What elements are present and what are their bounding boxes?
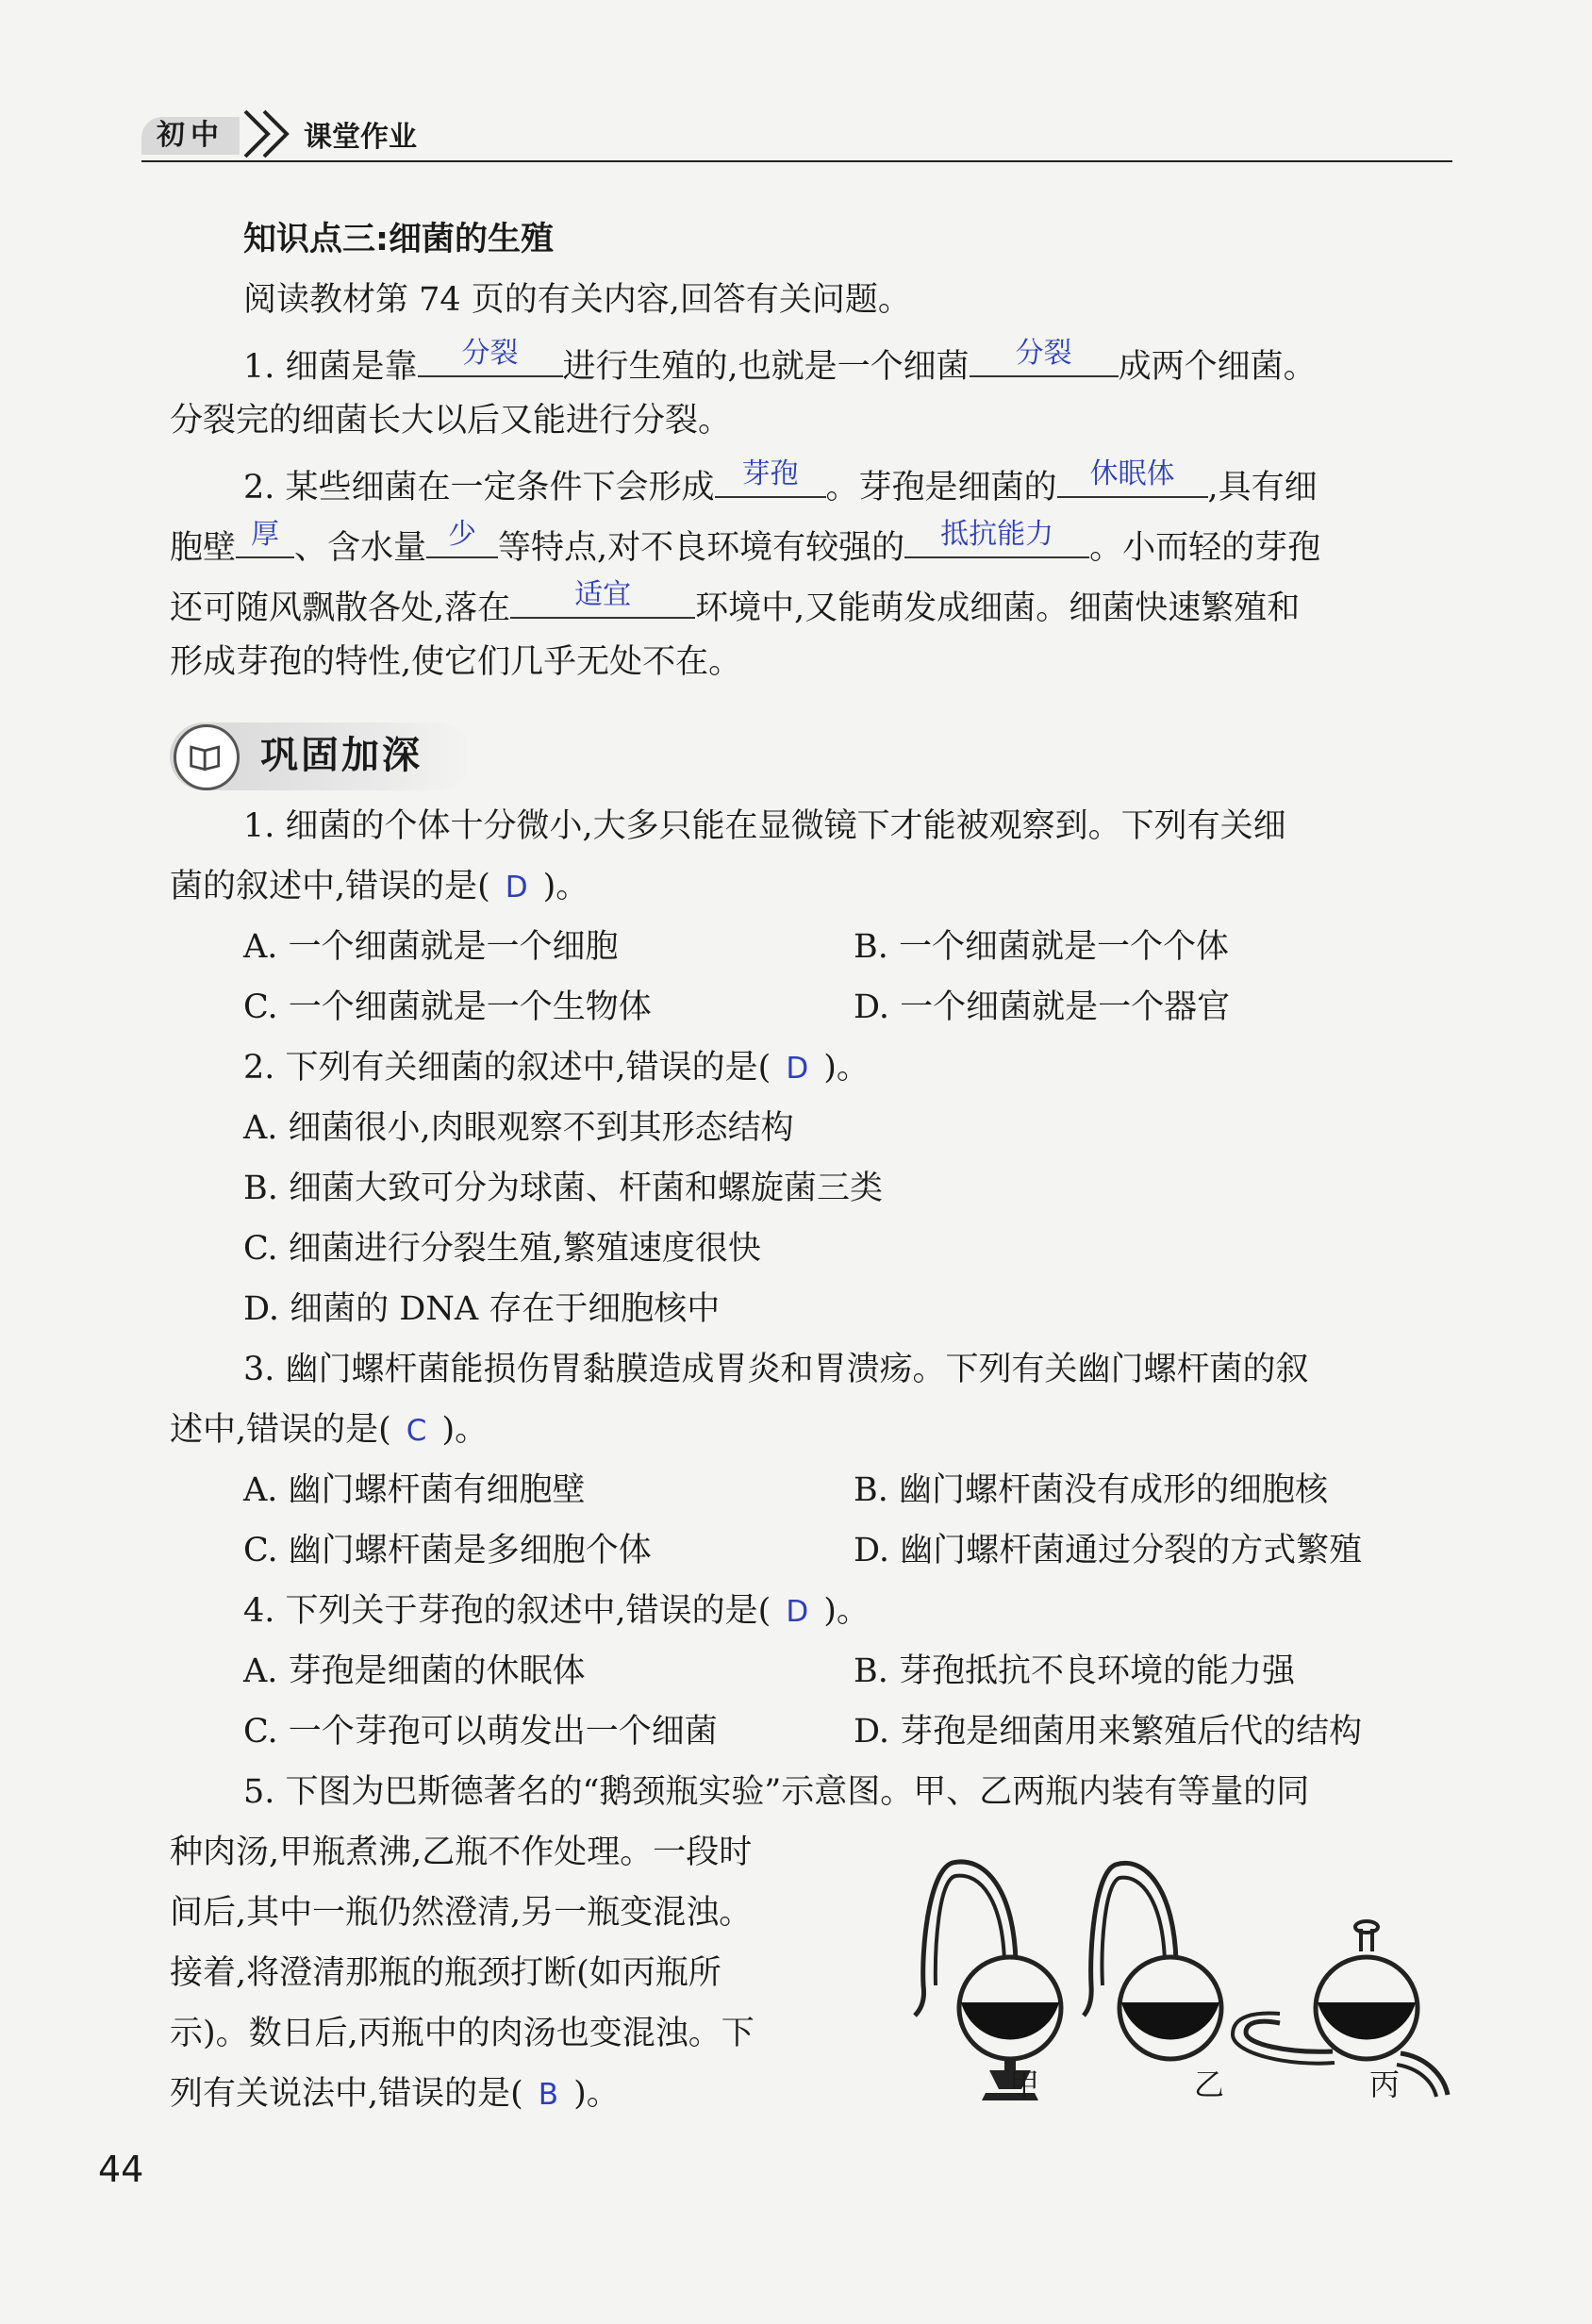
answer: 分裂 [461,337,519,370]
c-q3-option-d: D. 幽门螺杆菌通过分裂的方式繁殖 [854,1532,1363,1569]
answer: 休眠体 [1089,457,1175,490]
answer: D [786,1595,809,1629]
answer: C [406,1414,427,1448]
text: 还可随风飘散各处,落在 [170,589,511,627]
blank [236,519,294,558]
answer: D [786,1052,809,1086]
s3-q2-line4: 形成芽孢的特性,使它们几乎无处不在。 [170,643,742,681]
c-q3-line1: 3. 幽门螺杆菌能损伤胃黏膜造成胃炎和胃溃疡。下列有关幽门螺杆菌的叙 [243,1351,1309,1388]
flask-label-yi: 乙 [1194,2067,1225,2102]
flask-bing [1233,1921,1448,2097]
text: )。 [823,1592,870,1630]
c-q5-line3: 间后,其中一瓶仍然澄清,另一瓶变混浊。 [170,1894,753,1932]
text: 。芽孢是细菌的 [825,469,1057,506]
blank [970,338,1119,377]
answer: B [538,2078,559,2112]
answer: D [505,871,528,905]
c-q2-line1 [243,1045,870,1091]
c-q2-option-c: C. 细菌进行分裂生殖,繁殖速度很快 [243,1230,761,1268]
c-q4-option-c: C. 一个芽孢可以萌发出一个细菌 [243,1713,718,1751]
text: 述中,错误的是( [170,1411,391,1449]
c-q3-line2 [170,1407,488,1453]
c-q4-option-b: B. 芽孢抵抗不良环境的能力强 [854,1652,1295,1690]
answer: 厚 [251,518,280,551]
section-intro: 阅读教材第 74 页的有关内容,回答有关问题。 [243,281,911,319]
text: 、含水量 [294,529,427,567]
c-q3-option-b: B. 幽门螺杆菌没有成形的细胞核 [854,1471,1328,1509]
text: )。 [542,868,589,905]
c-q5-line6 [170,2071,620,2117]
book-icon [174,724,240,790]
answer: 芽孢 [741,457,799,490]
c-q5-line2: 种肉汤,甲瓶煮沸,乙瓶不作处理。一段时 [170,1834,753,1871]
c-q4-line1 [243,1588,870,1635]
text: 4. 下列关于芽孢的叙述中,错误的是( [243,1592,771,1630]
blank [510,579,695,619]
text: 2. 下列有关细菌的叙述中,错误的是( [243,1049,771,1087]
book-title: 课堂作业 [304,121,417,154]
c-q5-line4: 接着,将澄清那瓶的瓶颈打断(如丙瓶所 [170,1954,721,1992]
c-q4-option-a: A. 芽孢是细菌的休眠体 [243,1652,586,1690]
text: 环境中,又能萌发成细菌。细菌快速繁殖和 [695,589,1301,627]
answer: 抵抗能力 [940,518,1054,551]
c-q2-option-b: B. 细菌大致可分为球菌、杆菌和螺旋菌三类 [243,1170,883,1207]
text: 进行生殖的,也就是一个细菌 [562,348,970,386]
consolidate-badge [170,722,472,790]
c-q2-option-d: D. 细菌的 DNA 存在于细胞核中 [243,1290,721,1328]
answer: 少 [448,518,477,551]
s3-q2-line3 [170,579,1300,631]
text: 菌的叙述中,错误的是( [170,868,490,905]
grade-tag: 初中 [141,117,240,155]
c-q1-option-d: D. 一个细菌就是一个器官 [854,988,1231,1026]
c-q2-option-a: A. 细菌很小,肉眼观察不到其形态结构 [243,1109,794,1147]
answer: 适宜 [574,578,632,611]
badge-title: 巩固加深 [260,734,423,777]
text: 列有关说法中,错误的是( [170,2075,523,2113]
c-q1-line1: 1. 细菌的个体十分微小,大多只能在显微镜下才能被观察到。下列有关细 [243,807,1286,845]
s3-q1-line2: 分裂完的细菌长大以后又能进行分裂。 [170,402,732,440]
double-chevron-icon [240,108,298,160]
answer: 分裂 [1015,337,1072,370]
s3-q2-line1 [243,458,1318,510]
text: 等特点,对不良环境有较强的 [498,529,905,567]
text: 2. 某些细菌在一定条件下会形成 [243,469,715,506]
flask-label-jia: 甲 [1009,2067,1040,2102]
blank [715,458,826,498]
page-number: 44 [98,2149,144,2190]
c-q5-line5: 示)。数日后,丙瓶中的肉汤也变混浊。下 [170,2015,755,2052]
c-q1-option-b: B. 一个细菌就是一个个体 [854,928,1229,966]
text: 胞壁 [170,529,237,567]
s3-q1-line1 [243,338,1317,390]
text: )。 [573,2075,620,2113]
section-title: 知识点三:细菌的生殖 [243,221,554,258]
c-q5-line1: 5. 下图为巴斯德著名的“鹅颈瓶实验”示意图。甲、乙两瓶内装有等量的同 [243,1773,1310,1811]
page-header [141,111,1452,162]
c-q1-option-a: A. 一个细菌就是一个细胞 [243,928,619,966]
c-q4-option-d: D. 芽孢是细菌用来繁殖后代的结构 [854,1713,1363,1751]
c-q3-option-c: C. 幽门螺杆菌是多细胞个体 [243,1532,652,1569]
text: 1. 细菌是靠 [243,348,418,386]
text: )。 [441,1411,489,1449]
c-q3-option-a: A. 幽门螺杆菌有细胞壁 [243,1471,586,1509]
text: 。小而轻的芽孢 [1089,529,1321,567]
flask-label-bing: 丙 [1369,2067,1401,2102]
blank [904,519,1089,558]
blank [418,338,563,377]
text: ,具有细 [1207,469,1318,506]
c-q1-option-c: C. 一个细菌就是一个生物体 [243,988,652,1026]
flask-yi [1084,1863,1221,2059]
blank [1057,458,1208,498]
text: )。 [823,1049,870,1087]
text: 成两个细菌。 [1118,348,1317,386]
c-q1-line2 [170,864,589,910]
s3-q2-line2 [170,519,1320,571]
blank [426,519,498,558]
